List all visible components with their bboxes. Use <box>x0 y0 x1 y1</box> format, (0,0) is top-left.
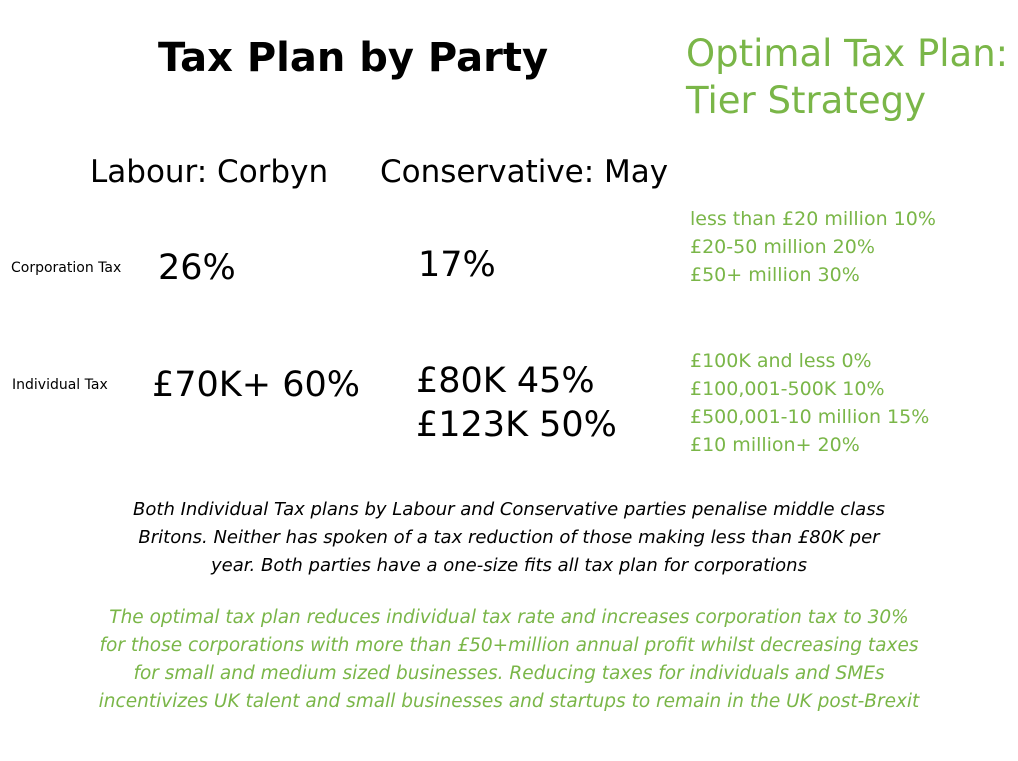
note-line: Britons. Neither has spoken of a tax reduction of those making less than £80K per <box>138 527 880 548</box>
note-line: Both Individual Tax plans by Labour and Conservative parties penalise middle class <box>133 499 885 520</box>
tier-item: less than £20 million 10% <box>690 208 936 230</box>
tier-item: £100K and less 0% <box>690 350 872 372</box>
labour-column-heading: Labour: Corbyn <box>90 154 329 190</box>
optimal-plan-note <box>0 604 1018 716</box>
optimal-individual-tax-tiers <box>690 347 929 459</box>
optimal-plan-title-line: Optimal Tax Plan: <box>686 32 1009 75</box>
note-line: for those corporations with more than £50+million annual profit whilst decreasing taxes <box>99 635 919 656</box>
note-line: The optimal tax plan reduces individual tax rate and increases corporation tax to 30% <box>109 607 909 628</box>
individual-tax-label: Individual Tax <box>12 377 108 393</box>
optimal-corporation-tax-tiers <box>690 205 936 289</box>
tier-item: £10 million+ 20% <box>690 434 860 456</box>
conservative-individual-tax-values <box>416 359 617 447</box>
conservative-corporation-tax-value: 17% <box>418 245 496 285</box>
labour-corporation-tax-value: 26% <box>158 248 236 288</box>
tax-band: £80K 45% <box>416 361 595 401</box>
optimal-plan-title <box>686 30 1009 124</box>
slide-title: Tax Plan by Party <box>158 35 549 81</box>
labour-individual-tax-value: £70K+ 60% <box>152 365 361 405</box>
tier-item: £50+ million 30% <box>690 264 860 286</box>
comparison-note <box>0 496 1018 580</box>
note-line: incentivizes UK talent and small businesses and startups to remain in the UK post-Brexit <box>98 691 920 712</box>
tier-item: £20-50 million 20% <box>690 236 875 258</box>
tier-item: £100,001-500K 10% <box>690 378 885 400</box>
optimal-plan-title-line: Tier Strategy <box>686 79 927 122</box>
note-line: year. Both parties have a one-size fits all tax plan for corporations <box>211 555 807 576</box>
tax-band: £123K 50% <box>416 405 617 445</box>
conservative-column-heading: Conservative: May <box>380 154 669 190</box>
corporation-tax-label: Corporation Tax <box>11 260 122 276</box>
note-line: for small and medium sized businesses. Reducing taxes for individuals and SMEs <box>133 663 885 684</box>
tier-item: £500,001-10 million 15% <box>690 406 930 428</box>
